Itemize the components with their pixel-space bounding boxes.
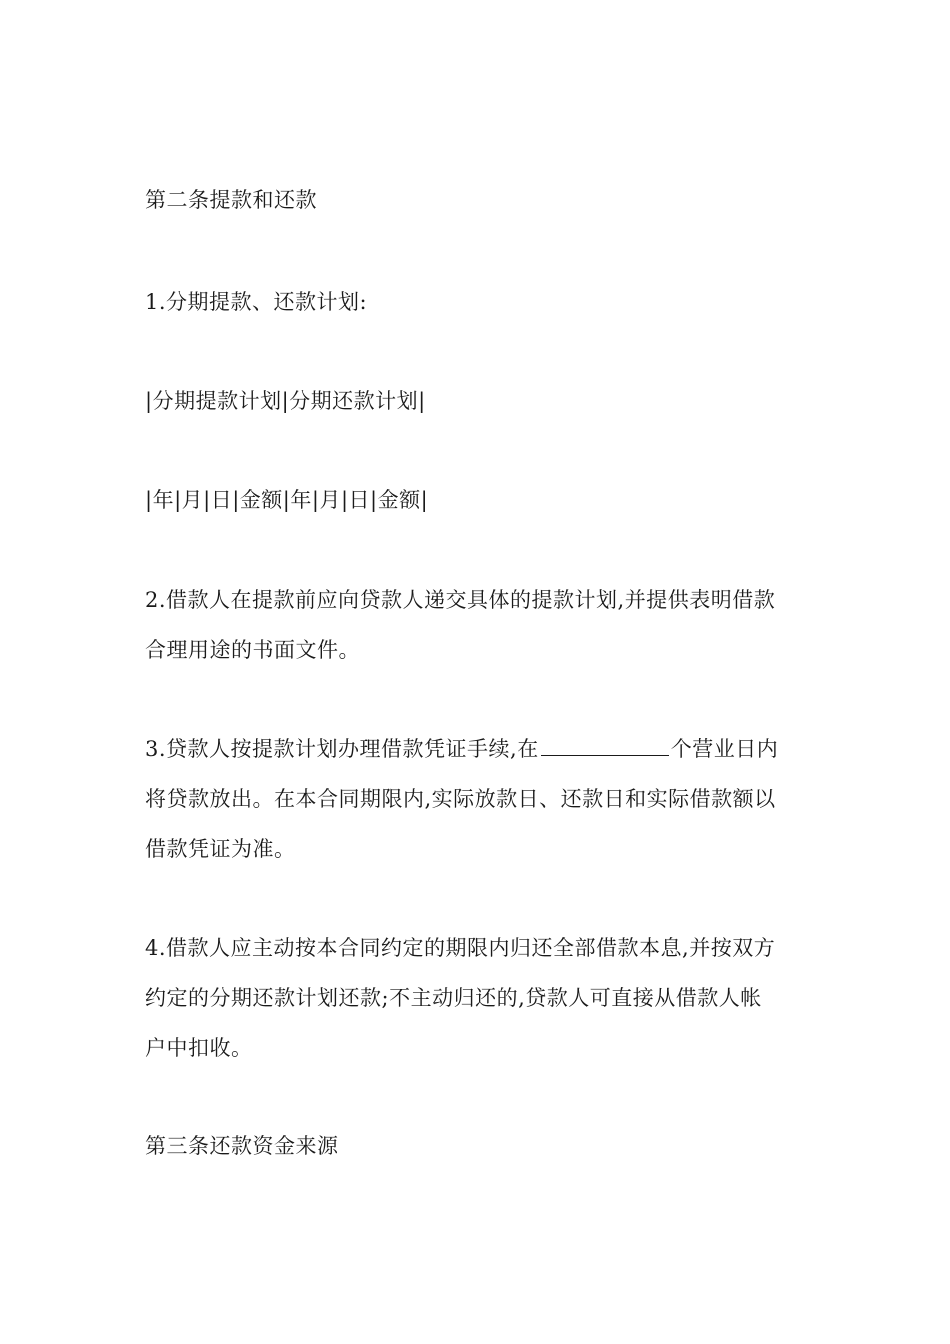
item-3-line-1-post: 个营业日内 [670,737,779,761]
item-2-line-2: 合理用途的书面文件。 [145,638,360,662]
table-row-plan-headers: |分期提款计划|分期还款计划| [145,389,426,413]
item-2-line-1: 2.借款人在提款前应向贷款人递交具体的提款计划,并提供表明借款 [145,588,776,612]
item-4-line-2: 约定的分期还款计划还款;不主动归还的,贷款人可直接从借款人帐 [145,986,762,1010]
table-row-date-columns: |年|月|日|金额|年|月|日|金额| [145,488,429,512]
item-4-line-1: 4.借款人应主动按本合同约定的期限内归还全部借款本息,并按双方 [145,936,776,960]
item-3-line-1-pre: 3.贷款人按提款计划办理借款凭证手续,在 [145,737,539,761]
item-3-line-3: 借款凭证为准。 [145,837,296,861]
article-3-heading: 第三条还款资金来源 [145,1134,339,1158]
item-1-text: 1.分期提款、还款计划: [145,290,368,314]
item-3-line-2: 将贷款放出。在本合同期限内,实际放款日、还款日和实际借款额以 [145,787,776,811]
item-4-line-3: 户中扣收。 [145,1036,253,1060]
business-days-blank [541,737,669,756]
item-3-line-1 [145,736,778,762]
article-2-heading: 第二条提款和还款 [145,188,317,212]
